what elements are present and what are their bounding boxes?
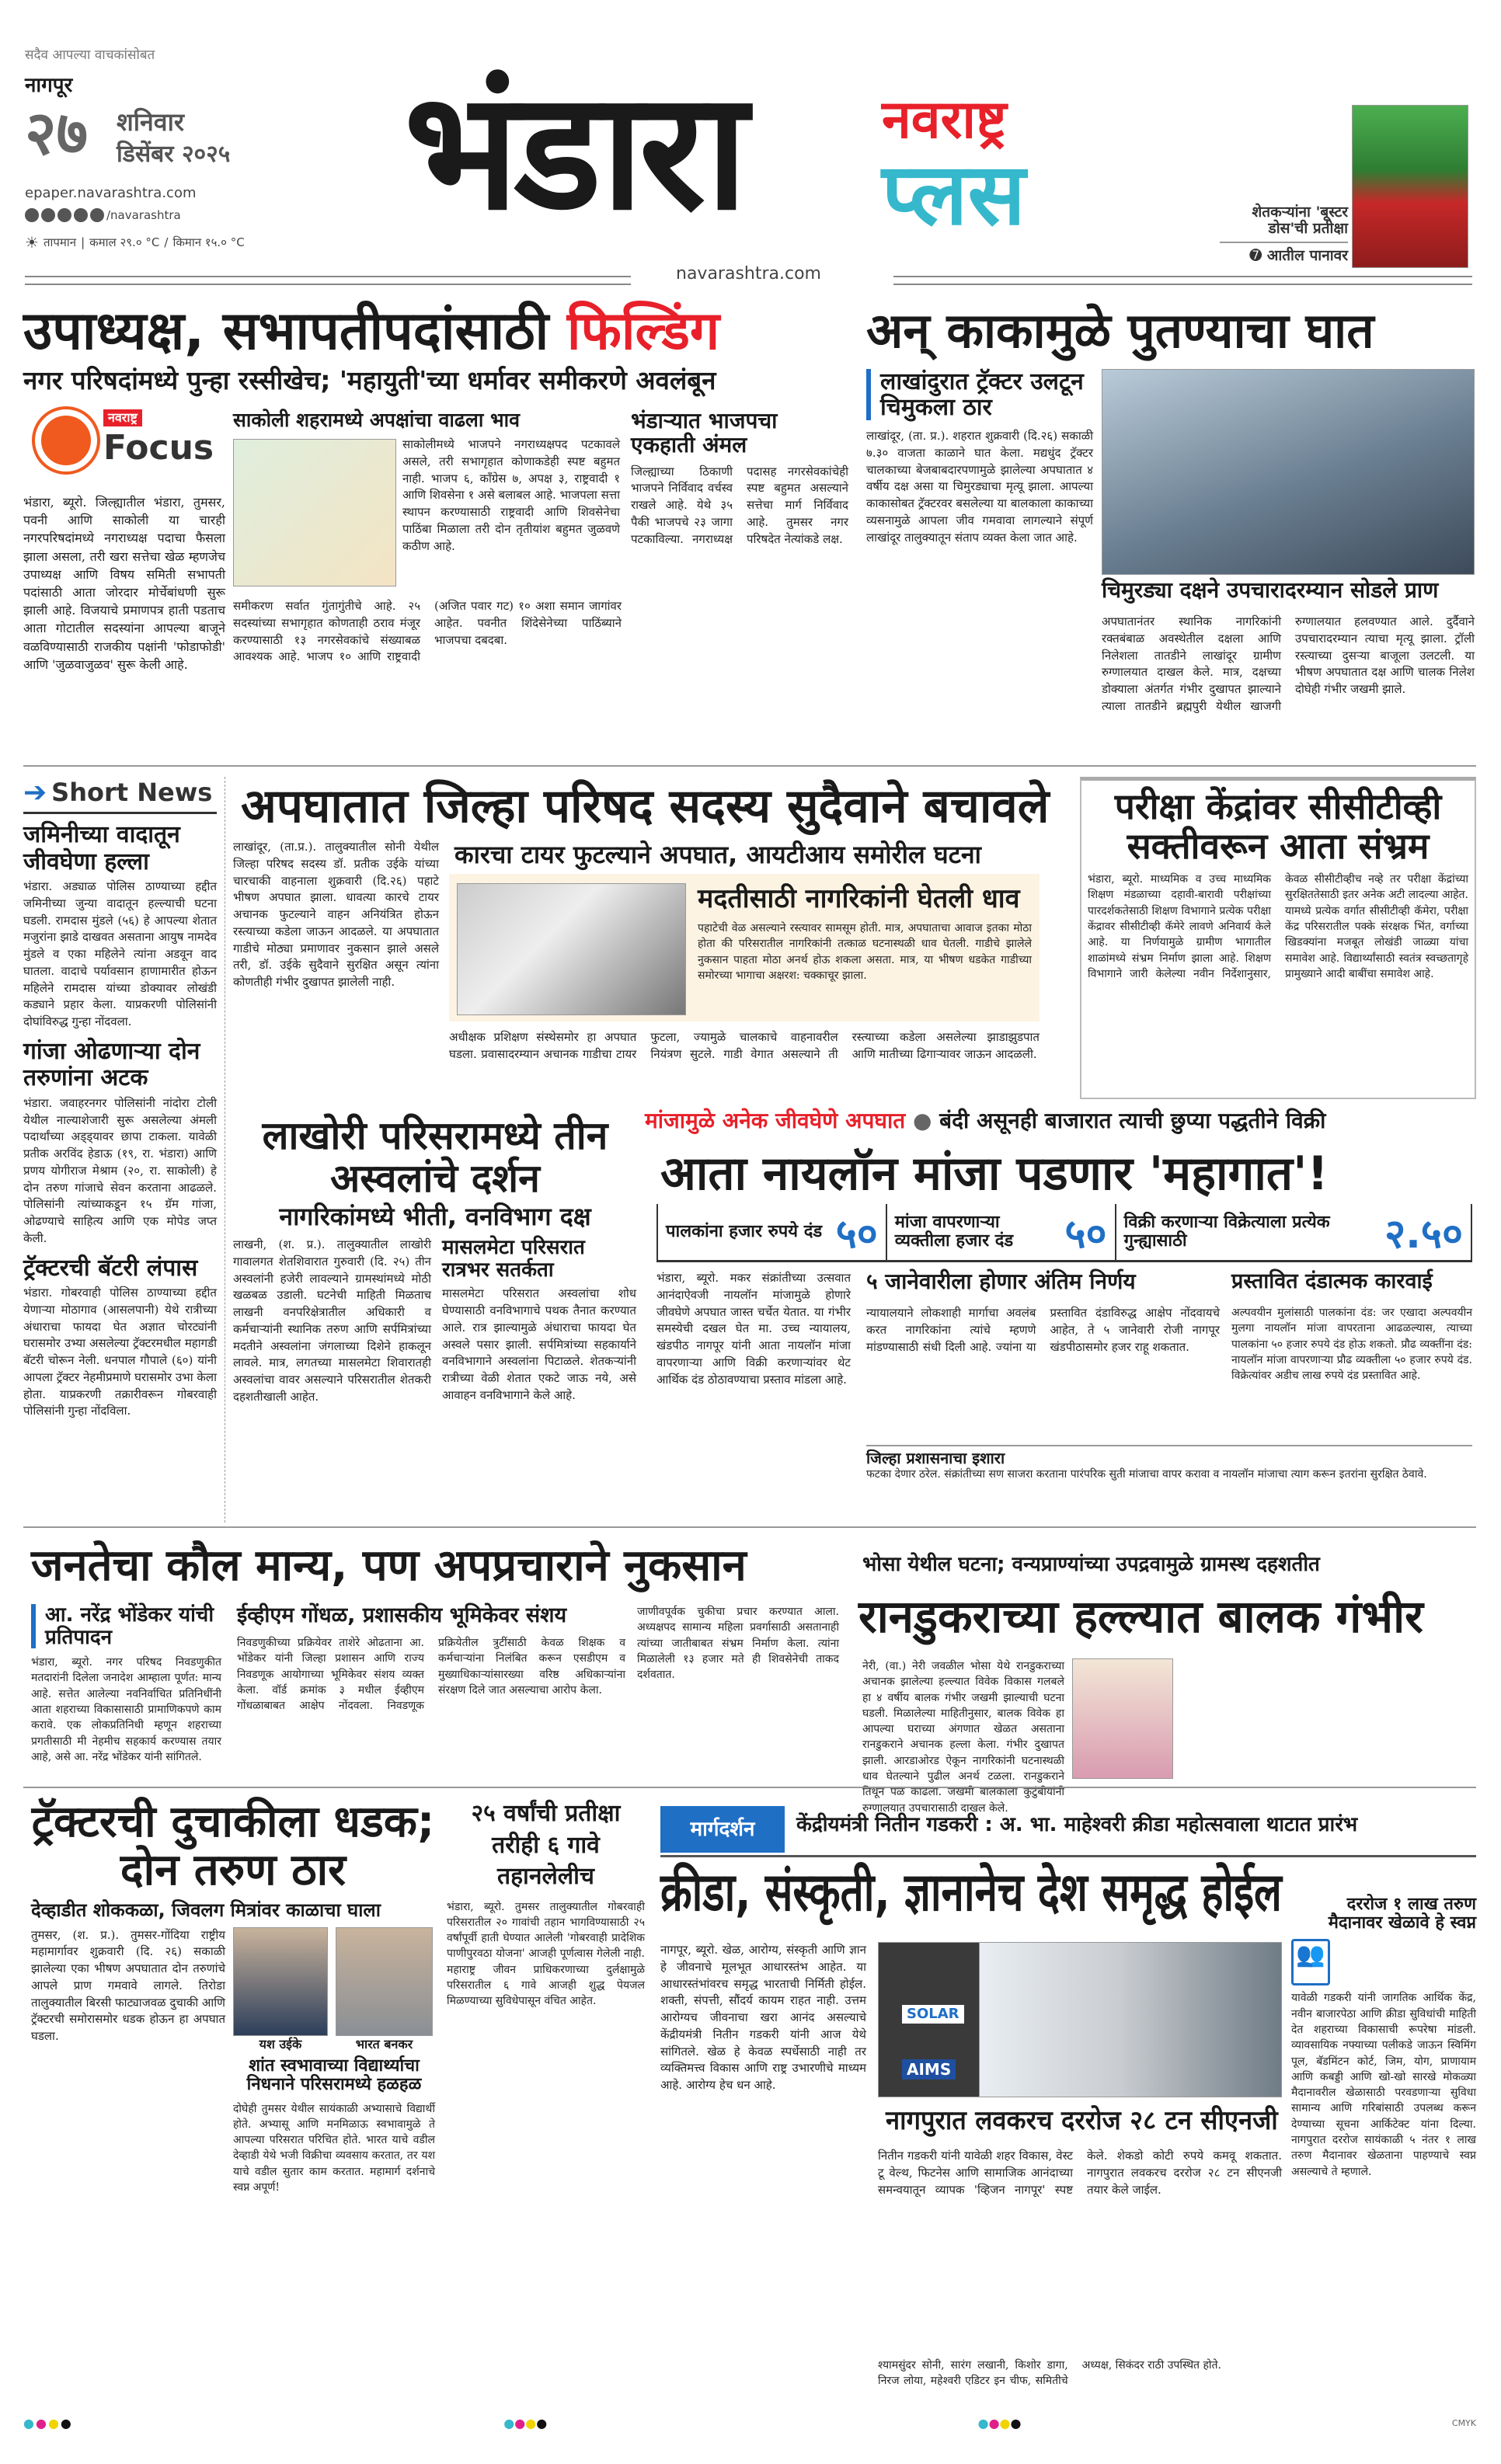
instagram-icon[interactable] — [41, 208, 55, 222]
color-dots-icon: ●●●● — [977, 2416, 1022, 2431]
temp-min: किमान १५.० °C — [172, 235, 245, 249]
bhondekar-body-2: निवडणुकीच्या प्रक्रियेवर ताशेरे ओढताना आ. भोंडेकर यांनी जिल्हा प्रशासन आणि राज्य निवडणूक आयोगाच्या भूमिकेवर संशय व्यक्त केला. वॉर्ड क्रमांक ३ मधील ईव्हीएम गोंधळाबाबत आक्षेप नोंदवला. निवडणूक प्रक्रियेतील त्रुटींसाठी केवळ शिक्षक व कर्मचाऱ्यांना निलंबित करून एसडीएम व मुख्याधिकाऱ्यांसारख्या वरिष्ठ अधिकाऱ्यांना संरक्षण दिले जात असल्याचा आरोप केला. — [237, 1637, 625, 1713]
linkedin-icon[interactable] — [90, 208, 104, 222]
fact-label: मांजा वापरणाऱ्या व्यक्तीला हजार दंड — [894, 1212, 1014, 1251]
exam-story — [1080, 777, 1476, 1099]
date-day: २७ — [25, 99, 89, 169]
damaged-car-photo — [457, 883, 686, 1015]
color-dots-icon: ●●●● — [503, 2416, 548, 2431]
teaser-photo-farmer — [1352, 105, 1468, 268]
bear-right-column — [442, 1237, 636, 1523]
weather-label: तापमान — [43, 235, 77, 249]
accident-box-text: पहाटेची वेळ असल्याने रस्त्यावर सामसूम होती. मात्र, अपघाताचा आवाज इतका मोठा होता की परिसरातील नागरिकांनी तत्काळ घटनास्थळी धाव घेतली. गाडीचे झालेले नुकसान पाहता मोठा अनर्थ होऊ शकला असता. मात्र, या भीषण धडकेत गाडीच्या समोरच्या भागाचा अक्षरश: चक्काचूर झाला. — [698, 922, 1032, 982]
manja-body-2: न्यायालयाने लोकशाही मार्गाचा अवलंब करत नागरिकांना त्यांचे म्हणणे मांडण्यासाठी संधी दिली आहे. ज्यांना या प्रस्तावित दंडाविरुद्ध आक्षेप नोंदवायचे आहेत, ते ५ जानेवारी रोजी नागपूर खंडपीठासमोर हजर राहू शकतात. — [866, 1306, 1220, 1354]
focus-badge — [35, 409, 214, 487]
bear-subhead: नागरिकांमध्ये भीती, वनविभाग दक्ष — [279, 1202, 591, 1231]
exam-headline[interactable]: परीक्षा केंद्रांवर सीसीटीव्ही सक्तीवरून आता संभ्रम — [1114, 785, 1442, 867]
tractor-right-column — [233, 1927, 435, 2404]
short-news-title: जमिनीच्या वादातून जीवघेणा हल्ला — [23, 821, 180, 875]
margdarshan-label: मार्गदर्शन — [660, 1806, 785, 1853]
social-links[interactable] — [25, 208, 181, 222]
teaser-block — [1216, 101, 1348, 264]
month-year: डिसेंबर २०२५ — [117, 141, 231, 168]
kaka-headline[interactable]: अन् काकामुळे पुतण्याचा घात — [866, 302, 1374, 359]
manja-kicker-black: बंदी असूनही बाजारात त्याची छुप्या पद्धतीने विक्री — [939, 1108, 1326, 1133]
bhondekar-left-column — [31, 1604, 221, 1783]
teaser-ref — [1249, 248, 1348, 264]
tractor-body-1: तुमसर, (श. प्र.). तुमसर-गोंदिया राष्ट्रीय महामार्गावर शुक्रवारी (दि. २६) सकाळी झालेल्या एका भीषण अपघातात दोन तरुणांचे आपले प्राण गमवावे लागले. तिरोडा तालुक्यातील बिरसी फाट्याजवळ दुचाकी आणि ट्रॅक्टरची समोरासमोर धडक होऊन हा अपघात घडला. — [31, 1927, 225, 2044]
water-story — [447, 1798, 645, 2404]
lead-body-4: जिल्ह्याच्या ठिकाणी भाजपने निर्विवाद वर्चस्व राखले आहे. येथे ३५ पैकी भाजपचे २३ जागा पटकाविल्या. नगराध्यक्ष पदासह नगरसेवकांचेही स्पष्ट बहुमत असल्याने सत्तेचा मार्ग निर्विवाद आहे. तुमसर नगर परिषदेत नेत्यांकडे लक्ष. — [631, 464, 848, 546]
victim-photo-1 — [233, 1927, 328, 2036]
evm-head: ईव्हीएम गोंधळ, प्रशासकीय भूमिकेवर संशय — [237, 1603, 567, 1627]
epaper-link[interactable]: epaper.navarashtra.com — [25, 185, 197, 201]
short-news-item[interactable] — [23, 822, 217, 1031]
bhondekar-headline[interactable]: जनतेचा कौल मान्य, पण अपप्रचाराने नुकसान — [31, 1540, 747, 1591]
focus-label: Focus — [103, 428, 214, 468]
manja-right-head: प्रस्तावित दंडात्मक कारवाई — [1231, 1269, 1433, 1293]
exam-body: भंडारा, ब्यूरो. माध्यमिक व उच्च माध्यमिक शिक्षण मंडळाच्या दहावी-बारावी परीक्षांच्या पारदर्शकतेसाठी शिक्षण विभागाने प्रत्येक परीक्षा केंद्रावर सीसीटीव्ही कॅमेरे लावणे अनिवार्य केले आहे. या निर्णयामुळे ग्रामीण भागातील शाळांमध्ये संभ्रम निर्माण झाला आहे. शिक्षण विभागाने जारी केलेल्या नवीन निर्देशानुसार, केवळ सीसीटीव्हीच नव्हे तर परीक्षा केंद्रांच्या सुरक्षिततेसाठी इतर अनेक अटी लादल्या आहेत. यामध्ये प्रत्येक वर्गात सीसीटीव्ही कॅमेरा, परीक्षा केंद्र परिसरातील पक्के संरक्षक भिंत, वर्गाच्या खिडक्यांना मजबूत लोखंडी जाळ्या यांचा समावेश आहे. विद्यार्थ्यांसाठी स्वतंत्र स्वच्छतागृहे प्रामुख्याने आदी बाबींचा समावेश आहे. — [1088, 873, 1468, 980]
short-news-item[interactable] — [23, 1039, 217, 1248]
cmyk-label: CMYK — [1451, 2418, 1476, 2428]
gadkari-headline[interactable]: क्रीडा, संस्कृती, ज्ञानानेच देश समृद्ध होईल — [660, 1862, 1282, 1923]
accident-box — [449, 874, 1040, 1021]
victim-1 — [233, 1927, 328, 2052]
logo-plus: प्लस — [882, 144, 1026, 244]
bhandara-head: भंडाऱ्यात भाजपचा एकहाती अंमल — [631, 408, 778, 458]
manja-admin-box — [866, 1445, 1472, 1523]
accident-headline[interactable]: अपघातात जिल्हा परिषद सदस्य सुदैवाने बचावले — [241, 779, 1050, 834]
victim-name-2: भारत बनकर — [355, 2036, 413, 2052]
short-news-header — [23, 777, 217, 814]
gadkari-body-3: यावेळी गडकरी यांनी जागतिक आर्थिक केंद्र, नवीन बाजारपेठा आणि क्रीडा सुविधांची माहिती देत शहराच्या विकासाची रूपरेषा मांडली. व्यावसायिक नफ्याच्या पलीकडे जाऊन स्विमिंग पूल, बॅडमिंटन कोर्ट, जिम, योग, प्राणायाम आणि कबड्डी आणि खो-खो सारखे मोकळ्या मैदानावरील खेळासाठी परवडणाऱ्या सुविधा सामान्य आणि गरिबांसाठी उपलब्ध करून देण्याच्या सूचना आर्किटेक्ट यांना दिल्या. नागपुरात दररोज सायंकाळी ५ नंतर १ लाख तरुण मैदानावर खेळताना पाहण्याचे स्वप्न असल्याचे ते म्हणाले. — [1291, 1992, 1476, 2178]
gadkari-body-1: नागपूर, ब्यूरो. खेळ, आरोग्य, संस्कृती आणि ज्ञान हे जीवनाचे मूलभूत आधारस्तंभ आहेत. या आधारस्तंभांवरच समृद्ध भारताची निर्मिती होईल. शक्ती, संपत्ती, सौंदर्य कायम राहत नाही. उत्तम आरोग्यच जीवनाचा खरा आनंद असल्याचे केंद्रीयमंत्री नितीन गडकरी यांनी आज येथे सांगितले. खेळ हे केवळ स्पर्धेसाठी नाही तर व्यक्तिमत्त्व विकास आणि राष्ट्र उभारणीचे माध्यम आहे. आरोग्य हेच धन आहे. — [660, 1943, 866, 2092]
page-ref-icon: ➐ — [1249, 247, 1267, 265]
people-icon: 👥 — [1291, 1939, 1330, 1985]
city: नागपूर — [25, 74, 73, 97]
sakoli-head: साकोली शहरामध्ये अपक्षांचा वाढला भाव — [233, 409, 520, 431]
kaka-caption-head: चिमुरड्या दक्षने उपचारादरम्यान सोडले प्राण — [1102, 577, 1439, 603]
boar-headline[interactable]: रानडुकराच्या हल्ल्यात बालक गंभीर — [858, 1590, 1423, 1643]
weekday: शनिवार — [117, 107, 184, 137]
fact-label: पालकांना हजार रुपये दंड — [666, 1221, 823, 1241]
lead-headline[interactable] — [23, 303, 851, 361]
manja-box-head: जिल्हा प्रशासनाचा इशारा — [866, 1449, 1005, 1467]
gadkari-body-2: नितीन गडकरी यांनी यावेळी शहर विकास, वेस्ट टू वेल्थ, फिटनेस आणि सामाजिक आनंदाच्या समन्वयातून व्यापक 'व्हिजन नागपूर' स्पष्ट केले. शेकडो कोटी रुपये कमवू शकतात. नागपुरात लवकरच दररोज २८ टन सीएनजी तयार केले जाईल. — [878, 2149, 1282, 2197]
fact-value: ५० — [835, 1210, 878, 1258]
accident-body-1: लाखांदूर, (ता.प्र.). तालुक्यातील सोनी येथील जिल्हा परिषद सदस्य डॉ. प्रतीक उईके यांच्या चारचाकी वाहनाला शुक्रवारी (दि.२६) पहाटे भीषण अपघात झाला. धावत्या कारचे टायर अचानक फुटल्याने वाहन अनियंत्रित होऊन रस्त्याच्या कडेला जाऊन आदळले. या अपघातात गाडीचे मोठ्या प्रमाणावर नुकसान झाले असले तरी, डॉ. उईके सुदैवाने सुरक्षित असून त्यांना कोणतीही गंभीर दुखापत झालेली नाही. — [233, 840, 439, 989]
manja-kicker: मांजामुळे अनेक जीवघेणे अपघात ● बंदी असूनही बाजारात त्याची छुप्या पद्धतीने विक्री — [645, 1108, 1326, 1133]
bear-body-1: लाखनी, (श. प्र.). तालुक्यातील लाखोरी गावालगत शेतशिवारात गुरुवारी (दि. २५) तीन अस्वलांनी हजेरी लावल्याने ग्रामस्थांमध्ये मोठी खळबळ उडाली. घटनेची माहिती मिळताच लाखनी वनपरिक्षेत्रातील अधिकारी व कर्मचाऱ्यांनी स्थानिक तरुण आणि सर्पमित्रांच्या मदतीने अस्वलांना जंगलाच्या दिशेने हाकलून लावले. मात्र, लगतच्या मासलमेटा शिवारातही अस्वलांचा वावर असल्याने परिसरातील शेतकरी दहशतीखाली आहेत. — [233, 1237, 431, 1404]
tractor-columns — [31, 1927, 435, 2404]
gadkari-body-4: श्यामसुंदर सोनी, सारंग लखानी, किशोर डागा, निरज लोया, महेश्वरी एडिटर इन चीफ, समितीचे अध्यक्ष, सिकंदर राठी उपस्थित होते. — [878, 2359, 1221, 2388]
teaser-title[interactable]: शेतकऱ्यांना 'बूस्टर डोस'ची प्रतीक्षा — [1252, 204, 1348, 238]
short-news-label: Short News — [51, 777, 213, 807]
temp-max: कमाल २९.० °C — [89, 235, 160, 249]
kaka-body-1: लाखांदूर, (ता. प्र.). शहरात शुक्रवारी (दि.२६) सकाळी ७.३० वाजता काळाने घात केला. मद्यधुंद ट्रॅक्टर चालकाच्या बेजबाबदारपणामुळे झालेल्या अपघातात ४ वर्षीय दक्ष असा या चिमुरड्याचा मृत्यू झाला. आपल्या काकासोबत ट्रॅक्टरवर बसलेल्या या बालकाला काकाच्या व्यसनामुळे आपला जीव गमवावा लागल्याने संपूर्ण लाखांदूर तालुक्यातून संताप व्यक्त केला जात आहे. — [866, 429, 1094, 545]
fact-label: विक्री करणाऱ्या विक्रेत्याला प्रत्येक गुन्ह्यासाठी — [1123, 1212, 1330, 1251]
victim-name-1: यश उईके — [259, 2036, 302, 2052]
manja-body-3: अल्पवयीन मुलांसाठी पालकांना दंड: जर एखादा अल्पवयीन मुलगा नायलॉन मांजा वापरताना आढळल्यास, त्याच्या पालकांना ५० हजार रुपये दंड होऊ शकतो. प्रौढ व्यक्तींना दंड: नायलॉन मांजा वापरणाऱ्या प्रौढ व्यक्तीला ५० हजार रुपये दंड. विक्रेत्यांवर अडीच लाख रुपये दंड प्रस्तावित आहे. — [1231, 1307, 1472, 1383]
facebook-icon[interactable] — [25, 208, 39, 222]
arrow-icon: ➔ — [23, 777, 47, 809]
water-headline[interactable]: २५ वर्षांची प्रतीक्षा तरीही ६ गावे तहानलेलीच — [471, 1800, 621, 1890]
fact-value: ५० — [1064, 1210, 1107, 1258]
weather: ☀ तापमान | कमाल २९.० °C / किमान १५.० °C — [25, 233, 245, 252]
lead-body-3: समीकरण सर्वात गुंतागुंतीचे आहे. २५ सदस्यांच्या सभागृहात कोणताही ठराव मंजूर करण्यासाठी १३ नगरसेवकांचे संख्याबळ आवश्यक आहे. भाजप १० आणि राष्ट्रवादी (अजित पवार गट) १० अशा समान जागांवर आहेत. पवनीत शिंदेसेनेच्या पाठिंब्याने भाजपचा दबदबा. — [233, 599, 622, 664]
short-news-title: गांजा ओढणाऱ्या दोन तरुणांना अटक — [23, 1037, 200, 1092]
boar-body: नेरी, (वा.) नेरी जवळील भोसा येथे रानडुकराच्या अचानक झालेल्या हल्ल्यात विवेक विकास गलबले हा ४ वर्षीय बालक गंभीर जखमी झाल्याची घटना घडली. मिळालेल्या माहितीनुसार, बालक विवेक हा आपल्या घराच्या अंगणात खेळत असताना रानडुकराने अचानक हल्ला केला. गंभीर दुखापत झाली. आरडाओरड ऐकून नागरिकांनी घटनास्थळी धाव घेतल्याने पुढील अनर्थ टळला. रानडुकराने तिथून पळ काढला. जखमी बालकाला कुटुंबीयांनी रुग्णालयात उपचारासाठी दाखल केले. — [862, 1660, 1064, 1815]
short-news — [23, 777, 225, 1523]
bhondekar-body-1: भंडारा, ब्यूरो. नगर परिषद निवडणुकीत मतदारांनी दिलेला जनादेश आम्हाला पूर्णत: मान्य आहे. सत्तेत आलेल्या नवनिर्वाचित प्रतिनिधींनी आता शहराच्या विकासासाठी प्रामाणिकपणे काम करावे. एक लोकप्रतिनिधी म्हणून शहराच्या प्रगतीसाठी मी नेहमीच सहकार्य करण्यास तयार आहे, असे आ. नरेंद्र भोंडेकर यांनी सांगितले. — [31, 1656, 221, 1763]
bear-body-2: मासलमेटा परिसरात अस्वलांचा शोध घेण्यासाठी वनविभागाचे पथक तैनात करण्यात आले. रात्र झाल्यामुळे अंधाराचा फायदा घेत अस्वले पसार झाली. सर्पमित्रांच्या सहकार्याने वनविभागाने अस्वलांना पिटाळले. शेतकऱ्यांनी रात्रीच्या वेळी शेतात एकटे जाऊ नये, असे आवाहन वनविभागाने केले आहे. — [442, 1286, 636, 1402]
manja-headline[interactable]: आता नायलॉन मांजा पडणार 'महागात'! — [660, 1147, 1329, 1201]
short-news-title: ट्रॅक्टरची बॅटरी लंपास — [23, 1254, 198, 1282]
gadkari-kicker: केंद्रीयमंत्री नितीन गडकरी : अ. भा. माहेश्वरी क्रीडा महोत्सवाला थाटात प्रारंभ — [796, 1813, 1358, 1836]
victim-2 — [336, 1927, 433, 2052]
gadkari-right-column — [1291, 1895, 1476, 2350]
weather-icon: ☀ — [25, 233, 39, 252]
bhandara-column — [631, 409, 848, 761]
kaka-body-2: अपघातानंतर स्थानिक नागरिकांनी रक्तबंबाळ अवस्थेतील दक्षला आणि निलेशला तातडीने लाखांदूर ग्रामीण रुग्णालयात दाखल केले. मात्र, दक्षच्या डोक्याला अंतर्गत गंभीर दुखापत झाल्याने त्याला तातडीने ब्रह्मपुरी येथील खाजगी रुग्णालयात हलवण्यात आले. दुर्दैवाने उपचारादरम्यान त्याचा मृत्यू झाला. ट्रॉली रस्त्याच्या दुसऱ्या बाजूला उलटली. या भीषण अपघातात दक्ष आणि चालक निलेश दोघेही गंभीर जखमी झाले. — [1102, 614, 1475, 713]
event-photo — [878, 1942, 1282, 2097]
solar-banner: SOLAR — [902, 2005, 964, 2024]
aims-banner: AIMS — [902, 2059, 956, 2079]
injured-child-photo — [1072, 1658, 1173, 1779]
water-body: भंडारा, ब्यूरो. तुमसर तालुक्यातील गोबरवाही परिसरातील २० गावांची तहान भागविण्यासाठी २५ वर्षांपूर्वी हाती घेण्यात आलेली 'गोबरवाही प्रादेशिक पाणीपुरवठा योजना' आजही पूर्णत्वास गेलेली नाही. महाराष्ट्र जीवन प्राधिकरणाच्या दुर्लक्षामुळे परिसरातील ६ गावे आजही शुद्ध पेयजल मिळण्याच्या सुविधेपासून वंचित आहेत. — [447, 1900, 645, 2008]
bear-headline[interactable]: लाखोरी परिसरामध्ये तीन अस्वलांचे दर्शन — [262, 1113, 608, 1201]
accident-subhead: कारचा टायर फुटल्याने अपघात, आयटीआय समोरील घटना — [454, 840, 981, 869]
accident-box-head: मदतीसाठी नागरिकांनी घेतली धाव — [698, 883, 1020, 914]
fact-sellers — [1115, 1204, 1472, 1260]
victim-photo-2 — [336, 1927, 433, 2036]
x-icon[interactable] — [57, 208, 71, 222]
accident-body-2: अधीक्षक प्रशिक्षण संस्थेसमोर हा अपघात घडला. प्रवासादरम्यान अचानक गाडीचा टायर फुटला, ज्यामुळे चालकाचे वाहनावरील नियंत्रण सुटले. गाडी वेगात असल्याने ती रस्त्याच्या कडेला असलेल्या झाडाझुडपात आणि मातीच्या ढिगाऱ्यावर जाऊन आदळली. — [449, 1030, 1040, 1061]
manja-body-1: भंडारा, ब्यूरो. मकर संक्रांतीच्या उत्सवात आनंदाऐवजी नायलॉन मांजामुळे होणारे जीवघेणे अपघात जास्त चर्चेत येतात. या गंभीर समस्येची दखल घेत मा. उच्च न्यायालय, खंडपीठ नागपूर यांनी आता नायलॉन मांजा वापरणाऱ्या आणि विक्री करणाऱ्यांवर थेट आर्थिक दंड ठोठावण्याचा प्रस्ताव मांडला आहे. — [656, 1271, 851, 1387]
logo-navarashtra: नवराष्ट्र — [882, 89, 1007, 151]
short-news-text: भंडारा. अड्याळ पोलिस ठाण्याच्या हद्दीत जमिनीच्या जुन्या वादातून हल्ल्याची घटना घडली. रामदास मुंडले (५६) हे आपल्या शेतात मजुरांना झाडे दाखवत असताना आयुष नामदेव मुंडले व एका महिलेने त्यांना अडवून वाद घातला. वादाचे पर्यावसान हाणामारीत होऊन महिलेने रामदास यांच्या डोक्यावर लोखंडी कड्याने प्रहार केला. याप्रकरणी पोलिसांनी दोघांविरुद्ध गुन्हा नोंदवला. — [23, 879, 217, 1028]
manja-mid-head: ५ जानेवारीला होणार अंतिम निर्णय — [866, 1269, 1136, 1294]
short-news-text: भंडारा. गोबरवाही पोलिस ठाण्याच्या हद्दीत येणाऱ्या मोठागाव (आसलपानी) येथे रात्रीच्या अंधाराचा फायदा घेत अज्ञात चोरट्यांनी घरासमोर उभ्या असलेल्या ट्रॅक्टरमधील महागडी बॅटरी चोरून नेली. धनपाल गौपाले (६०) यांनी आपला ट्रॅक्टर नेहमीप्रमाणे घरासमोर उभा केला होता. याप्रकरणी तक्रारीवरून गोबरवाही पोलिसांनी गुन्हा नोंदविला. — [23, 1286, 217, 1418]
lead-headline-black: उपाध्यक्ष, सभापतीपदांसाठी — [23, 301, 549, 362]
bear-side-head: मासलमेटा परिसरात रात्रभर सतर्कता — [442, 1236, 585, 1282]
tractor-story — [31, 1798, 435, 2404]
manja-kicker-red: मांजामुळे अनेक जीवघेणे अपघात — [645, 1108, 906, 1133]
lead-body-2: साकोलीमध्ये भाजपने नगराध्यक्षपद पटकावले असले, तरी सभागृहात कोणाकडेही स्पष्ट बहुमत नाही. भाजप ६, काँग्रेस ७, अपक्ष ३, राष्ट्रवादी १ आणि शिवसेना १ असे बलाबल आहे. भाजपला सत्ता स्थापन करण्यासाठी राष्ट्रवादी आणि शिवसेनेचा पाठिंबा मिळाला तरी दोन तृतीयांश बहुमत जुळवणे कठीण आहे. — [402, 437, 620, 553]
lead-body-1: भंडारा, ब्यूरो. जिल्ह्यातील भंडारा, तुमसर, पवनी आणि साकोली या चारही नगरपरिषदांमध्ये नगराध्यक्ष पदाचा फैसला झाला असला, तरी खरा सत्तेचा खेळ म्हणजेच उपाध्यक्ष आणि विषय समिती सभापती पदांसाठी आता जोरदार मोर्चेबांधणी सुरू झाली आहे. विजयाचे प्रमाणपत्र हाती पडताच आता गोटातील सदस्यांना आपल्या बाजूने वळविण्यासाठी राजकीय पक्षांनी 'फोडाफोडी' आणि 'जुळवाजुळव' सुरू केली आहे. — [23, 495, 225, 672]
boar-kicker: भोसा येथील घटना; वन्यप्राण्यांच्या उपद्रवामुळे ग्रामस्थ दहशतीत — [862, 1553, 1320, 1576]
tractor-headline[interactable]: ट्रॅक्टरची दुचाकीला धडक; दोन तरुण ठार — [31, 1797, 435, 1895]
bhondekar-body-3: जाणीवपूर्वक चुकीचा प्रचार करण्यात आला. अध्यक्षपद सामान्य महिला प्रवर्गासाठी असतानाही त्यांच्या जातीबाबत संभ्रम निर्माण केला. त्यांना मिळालेली १३ हजार मते ही शिवसेनेची ताकद दर्शवतात. — [637, 1606, 839, 1682]
short-news-text: भंडारा. जवाहरनगर पोलिसांनी नांदोरा टोली येथील नाल्याशेजारी सुरू असलेल्या अंमली पदार्थांच्या अड्ड्यावर छापा टाकला. यावेळी प्रतीक अरविंद हेडाऊ (१९, रा. भंडारा) आणि प्रणय योगीराज मेश्राम (२०, रा. साकोली) हे दोन तरुण गांजाचे सेवन करताना आढळले. पोलिसांनी त्यांच्याकडून १५ ग्रॅम गांजा, ओढण्याचे साहित्य आणि एक मोपेड जप्त केली. — [23, 1095, 217, 1245]
teaser-ref-text: आतील पानावर — [1266, 247, 1348, 265]
lead-subhead: नगर परिषदांमध्ये पुन्हा रस्सीखेच; 'महायुती'च्या धर्मावर समीकरणे अवलंबून — [23, 365, 716, 395]
tractor-subhead: देव्हाडीत शोककळा, जिवलग मित्रांवर काळाचा घाला — [31, 1899, 381, 1922]
focus-top: नवराष्ट्र — [103, 409, 142, 426]
eye-icon — [35, 409, 97, 472]
tractor-body-2: दोघेही तुमसर येथील सायंकाळी अभ्यासाचे विद्यार्थी होते. अभ्यासू आणि मनमिळाऊ स्वभावामुळे ते आपल्या परिसरात परिचित होते. भारत याचे वडील देव्हाडी येथे भजी विक्रीचा व्यवसाय करतात, तर यश याचे वडील सुतार काम करतात. महामार्ग दर्शनाचे स्वप्न अपूर्ण! — [233, 2102, 435, 2194]
bear-columns — [233, 1237, 637, 1523]
kaka-side-head: लाखांदुरात ट्रॅक्टर उलटून चिमुकला ठार — [866, 369, 1093, 420]
tractor-side-head: शांत स्वभावाच्या विद्यार्थ्याचा निधनाने परिसरामध्ये हळहळ — [246, 2056, 422, 2095]
print-registration-marks — [23, 2416, 1476, 2431]
fact-users — [886, 1204, 1115, 1260]
website[interactable]: navarashtra.com — [676, 264, 821, 284]
cartoon-image — [233, 439, 396, 586]
color-dots-icon: ●●●● — [23, 2416, 73, 2431]
lead-headline-red: फिल्डिंग — [566, 301, 720, 362]
victim-photos — [233, 1927, 435, 2052]
fact-value: २.५० — [1384, 1210, 1463, 1258]
kaka-left-column — [866, 369, 1093, 750]
social-handle: /navarashtra — [106, 208, 181, 222]
tagline: सदैव आपल्या वाचकांसोबत — [25, 47, 155, 63]
manja-body-4: फटका देणार ठरेल. संक्रांतीच्या सण साजरा करताना पारंपरिक सुती मांजाचा वापर करावा व नायलॉन मांजाचा त्याग करून इतरांना सुरक्षित ठेवावे. — [866, 1468, 1427, 1481]
logo-main: भंडारा — [404, 56, 744, 246]
gadkari-side-head: दररोज १ लाख तरुण मैदानावर खेळावे हे स्वप्न — [1328, 1895, 1476, 1933]
youtube-icon[interactable] — [74, 208, 88, 222]
manja-facts — [656, 1204, 1472, 1262]
short-news-item[interactable] — [23, 1255, 217, 1421]
cng-head: नागपुरात लवकरच दररोज २८ टन सीएनजी — [886, 2105, 1278, 2136]
bear-story — [233, 1115, 637, 1523]
bhondekar-side-head: आ. नरेंद्र भोंडेकर यांची प्रतिपादन — [31, 1604, 221, 1648]
gadkari-icon-row — [1291, 1939, 1476, 1985]
tractor-accident-photo — [1102, 369, 1475, 575]
fact-parents — [656, 1204, 886, 1260]
